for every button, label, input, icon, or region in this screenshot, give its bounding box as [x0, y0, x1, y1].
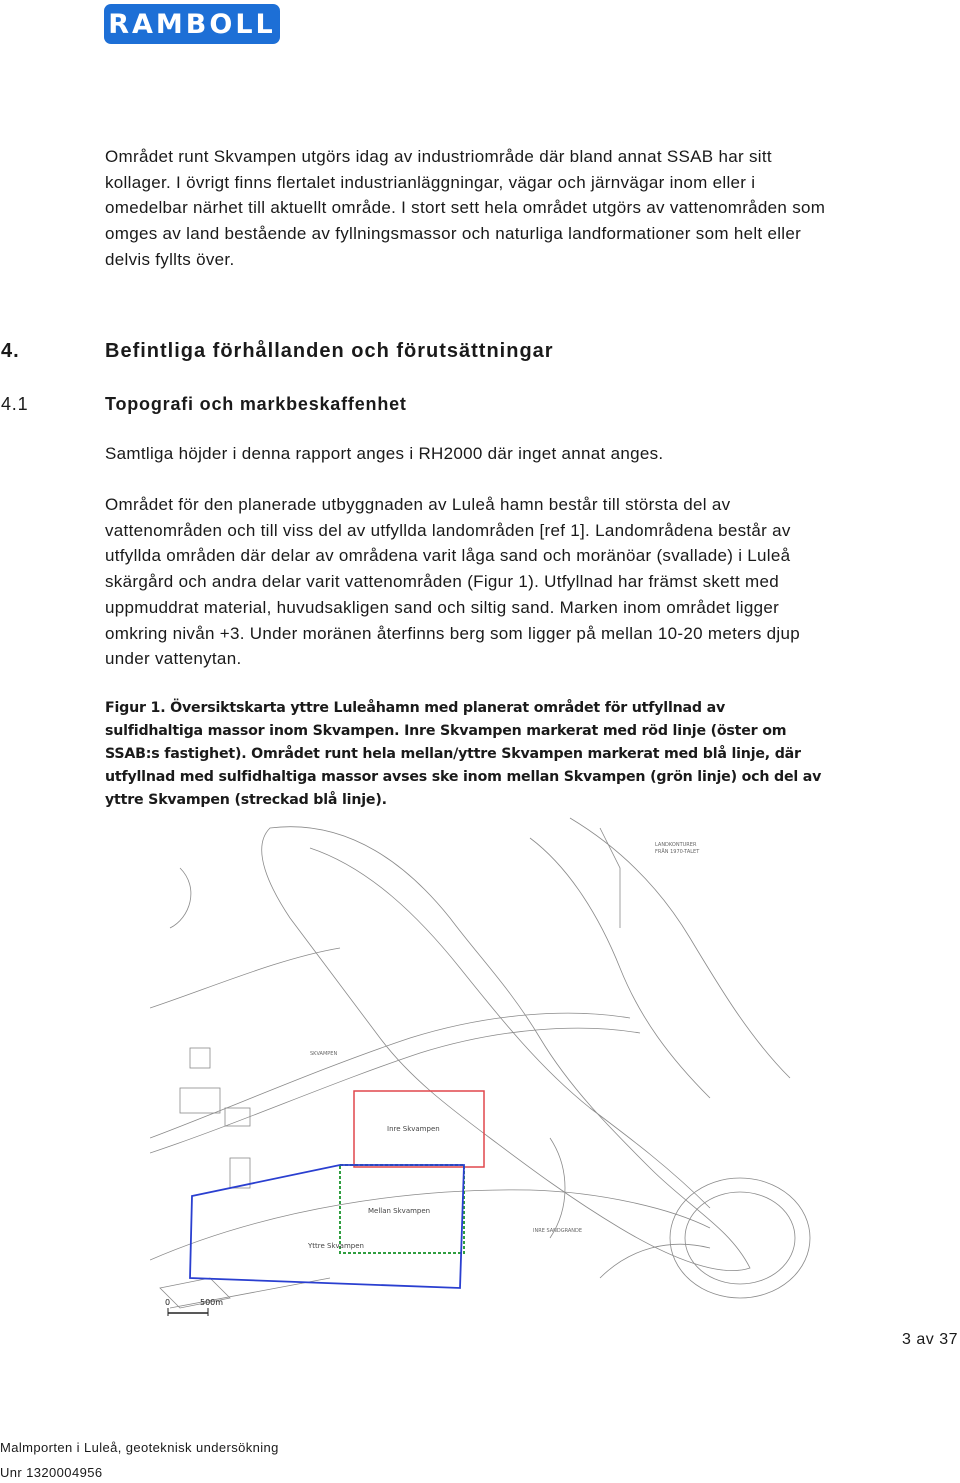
scale-label-0: 0	[165, 1298, 171, 1307]
scale-label-500: 500m	[200, 1298, 224, 1307]
legend-label: LANDKONTURER	[655, 842, 697, 848]
footer-unr: Unr 1320004956	[0, 1465, 103, 1480]
figure-caption: Figur 1. Översiktskarta yttre Luleåhamn med planerat området för utfyllnad av sulfidhaltiga massor inom Skvampen. Inre Skvampen markerat med röd linje (öster om SSAB:s fastighet). Området runt hela mellan/yttre Skvampen markerat med blå linje, där utfyllnad med sulfidhaltiga massor avses ske inom mellan Skvampen (grön linje) och del av yttre Skvampen (streckad blå linje).	[105, 700, 822, 808]
section-4-number: 4.	[1, 340, 20, 362]
intro-paragraph: Området runt Skvampen utgörs idag av industriområde där bland annat SSAB har sitt kollager. I övrigt finns flertalet industrianläggningar, vägar och järnvägar inom eller i omedelbar närhet till aktuellt område. I stort sett hela området utgörs av vattenområden som omges av land bestående av fyllningsmassor och naturliga landformationer som helt eller delvis fyllts över.	[105, 147, 826, 269]
yttre-skvampen-outline	[190, 1165, 464, 1288]
inre-skvampen-label: Inre Skvampen	[387, 1125, 440, 1133]
yttre-skvampen-label: Yttre Skvampen	[308, 1242, 364, 1250]
ramboll-logo: RAMBOLL	[104, 4, 280, 44]
east-area-label: INRE SANDGRANDE	[533, 1228, 583, 1234]
footer-title: Malmporten i Luleå, geoteknisk undersökning	[0, 1440, 279, 1455]
section-4-1-title: Topografi och markbeskaffenhet	[105, 394, 407, 414]
north-area-label: SKVAMPEN	[310, 1051, 338, 1057]
legend-sublabel: FRÅN 1970-TALET	[655, 849, 700, 855]
section-4-1-number: 4.1	[1, 394, 29, 414]
section-4-title: Befintliga förhållanden och förutsättningar	[105, 340, 554, 362]
overview-map	[150, 808, 850, 1328]
page-number: 3 av 37	[902, 1331, 958, 1348]
topography-paragraph: Området för den planerade utbyggnaden av Luleå hamn består till största del av vattenområden och till viss del av utfyllda landområden [ref 1]. Landområdena består av utfyllda områden där delar av områdena varit låga sand och moränöar (svallade) i Luleå skärgård och andra delar varit vattenområden (Figur 1). Utfyllnad har främst skett med uppmuddrat material, huvudsakligen sand och siltig sand. Marken inom området ligger omkring nivån +3. Under moränen återfinns berg som ligger på mellan 10-20 meters djup under vattenytan.	[105, 495, 800, 669]
section-4-1-heading	[1, 394, 407, 415]
section-4-heading	[1, 340, 554, 363]
heights-paragraph: Samtliga höjder i denna rapport anges i RH2000 där inget annat anges.	[105, 444, 664, 463]
mellan-skvampen-label: Mellan Skvampen	[368, 1207, 431, 1215]
map-linework	[150, 818, 810, 1308]
